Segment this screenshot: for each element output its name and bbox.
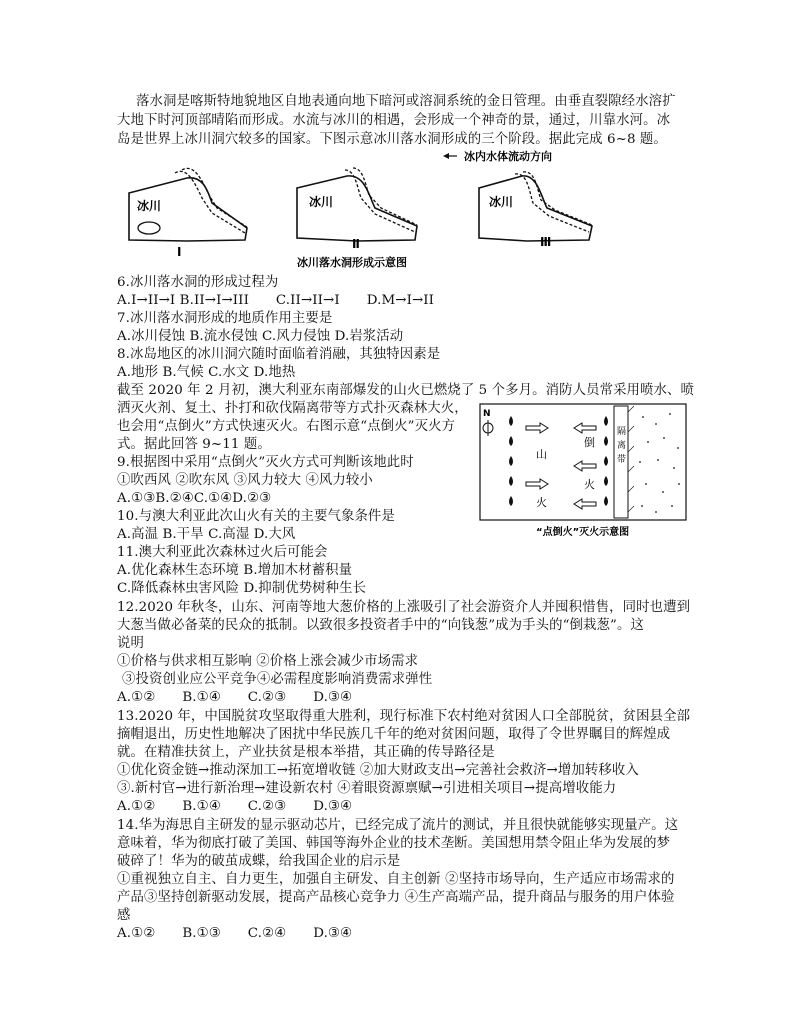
q12-stem: 说明	[117, 636, 144, 651]
north-label: N	[483, 409, 491, 419]
backfire-figure	[478, 402, 690, 538]
q14-stem: 意味着，华为彻底打破了美国、韩国等海外企业的技术垄断。美国想用禁令阻止华为发展的梦	[117, 836, 671, 851]
stage-1-panel	[129, 168, 247, 259]
q12-choices: ①价格与供求相互影响 ②价格上涨会减少市场需求	[117, 654, 419, 669]
q8-options: A.地形 B.气候 C.水文 D.地热	[117, 365, 296, 380]
glacier-label: 冰川	[489, 195, 514, 209]
stage-2-panel	[297, 168, 417, 251]
q11-options: C.降低森林虫害风险 D.抑制优势树种生长	[117, 581, 367, 596]
legend-label: 冰内水体流动方向	[464, 150, 552, 163]
q8-stem: 8.冰岛地区的冰川洞穴随时面临着消融，其独特因素是	[117, 347, 441, 362]
q7-stem: 7.冰川落水洞形成的地质作用主要是	[117, 311, 333, 326]
stage-label: Ⅲ	[540, 235, 552, 249]
q13-stem: 13.2020 年，中国脱贫攻坚取得重大胜利，现行标准下农村绝对贫困人口全部脱贫，贫困县全部	[117, 709, 691, 724]
glacier-moulin-figure	[117, 148, 637, 273]
q9-stem: 9.根据图中采用“点倒火”灭火方式可判断该地此时	[117, 455, 414, 470]
passage-karst-line: 大地下时河顶部晴陷而形成。水流与冰川的相遇，会形成一个神奇的景，通过，川靠水河。冰	[117, 113, 671, 128]
glacier-label: 冰川	[309, 195, 334, 209]
q13-choices: ③.新村官→进行新治理→建设新农村 ④着眼资源禀赋→引进相关项目→提高增收能力	[117, 781, 617, 796]
q10-options: A.高温 B.干旱 C.高湿 D.大风	[117, 527, 296, 542]
q12-choices: ③投资创业应公平竞争④必需程度影响消费需求弹性	[122, 672, 433, 687]
stage-label: I	[177, 245, 182, 259]
q14-stem: ①重视独立自主、自力更生，加强自主研发、自主创新 ②坚持市场导向，生产适应市场需求的	[117, 872, 675, 887]
q13-stem: 摘帽退出，历史性地解决了困扰中华民族几千年的绝对贫困问题，取得了令世界瞩目的辉煌成	[117, 727, 671, 742]
q14-stem: 破碎了！华为的破茧成蝶，给我国企业的启示是	[117, 854, 401, 869]
firebreak-label-1: 隔	[617, 427, 627, 437]
q14-options: A.①② B.①③ C.②④ D.③④	[117, 926, 353, 941]
q6-stem: 6.冰川落水洞的形成过程为	[117, 275, 279, 290]
q14-stem: 产品③坚持创新驱动发展，提高产品核心竞争力 ④生产高端产品，提升商品与服务的用户体验	[117, 890, 675, 905]
q9-options: A.①③B.②④C.①④D.②③	[117, 491, 272, 506]
firebreak-label-2: 离	[617, 441, 627, 451]
firebreak-label-3: 带	[617, 455, 627, 465]
q14-stem: 14.华为海思自主研发的显示驱动芯片，已经完成了流片的测试，并且很快就能够实现量产。这	[117, 818, 679, 833]
passage-karst-line: 落水洞是喀斯特地貌地区自地表通向地下暗河或溶洞系统的金日管理。由垂直裂隙经水溶扩	[136, 94, 676, 109]
passage-fire-line: 式。据此回答 9~11 题。	[117, 437, 271, 452]
mountain-fire-label: 山	[536, 448, 547, 461]
q13-options: A.①② B.①④ C.②③ D.③④	[117, 799, 353, 814]
passage-fire-line: 也会用“点倒火”方式快速灭火。右图示意“点倒火”灭火方	[117, 419, 456, 434]
stage-3-panel	[479, 172, 592, 249]
figure-caption: 冰川落水洞形成示意图	[297, 256, 407, 269]
mountain-fire-label: 火	[536, 496, 547, 509]
q11-stem: 11.澳大利亚此次森林过火后可能会	[117, 545, 328, 560]
flow-direction-legend	[443, 149, 552, 163]
q7-options: A.冰川侵蚀 B.流水侵蚀 C.风力侵蚀 D.岩浆活动	[117, 329, 404, 344]
q12-stem: 大葱当做必备菜的民众的抵制。以致很多投资者手中的“向钱葱”成为手头的“倒栽葱”。这	[117, 618, 644, 633]
q12-options: A.①② B.①④ C.②③ D.③④	[117, 690, 353, 705]
q10-stem: 10.与澳大利亚此次山火有关的主要气象条件是	[117, 509, 395, 524]
stage-label: Ⅱ	[352, 237, 360, 251]
passage-karst-line: 岛是世界上冰川洞穴较多的国家。下图示意冰川落水洞形成的三个阶段。据此完成 6~8 题。	[117, 132, 667, 147]
passage-fire-line: 截至 2020 年 2 月初，澳大利亚东南部爆发的山火已燃烧了 5 个多月。消防人员常采用喷水、喷	[117, 383, 695, 398]
back-fire-label: 倒	[584, 436, 595, 449]
figure-caption: “点倒火”灭火示意图	[536, 527, 630, 538]
glacier-label: 冰川	[137, 199, 162, 213]
q11-options: A.优化森林生态环境 B.增加木材蓄积量	[117, 563, 353, 578]
q9-choices: ①吹西风 ②吹东风 ③风力较大 ④风力较小	[117, 473, 373, 488]
q12-stem: 12.2020 年秋冬，山东、河南等地大葱价格的上涨吸引了社会游资介人并囤积惜售，同时也遭到	[117, 600, 691, 615]
q14-stem: 感	[117, 908, 131, 923]
q13-choices: ①优化资金链→推动深加工→拓宽增收链 ②加大财政支出→完善社会救济→增加转移收入	[117, 763, 639, 778]
back-fire-label: 火	[584, 478, 595, 491]
q6-options: A.I→II→I B.II→I→III C.II→II→I D.M→I→II	[117, 293, 435, 308]
passage-fire-line: 洒灭火剂、复土、扑打和砍伐隔离带等方式扑灭森林大火，	[117, 401, 468, 416]
q13-stem: 就。在精准扶贫上，产业扶贫是根本举措，其正确的传导路径是	[117, 745, 495, 760]
